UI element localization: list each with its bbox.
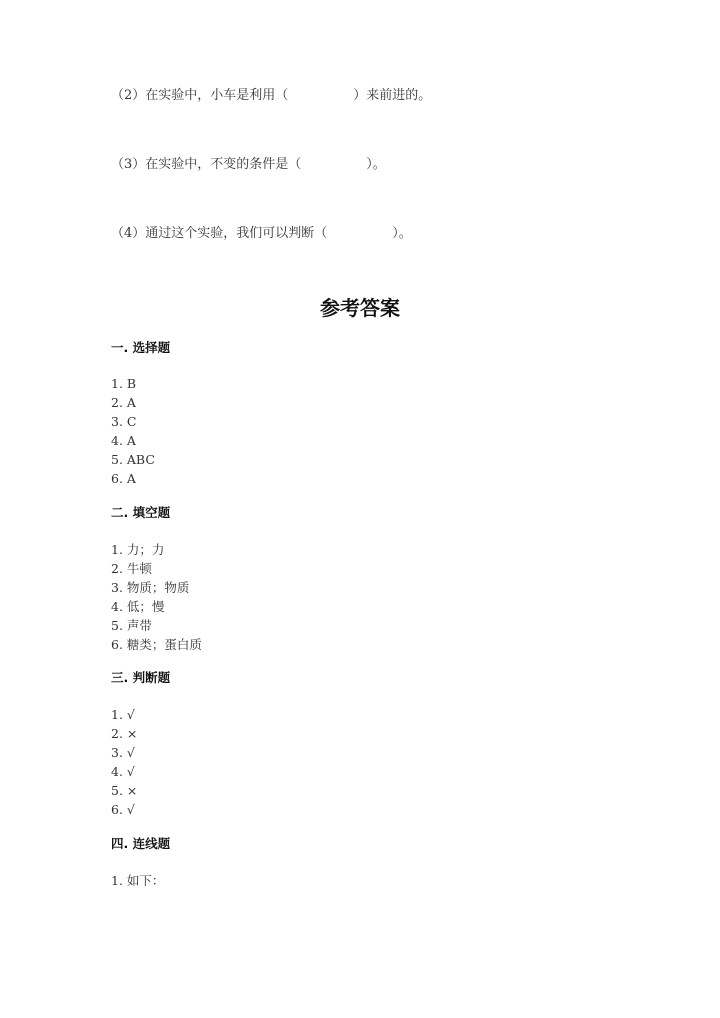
section-heading-matching: 四. 连线题 <box>111 836 171 851</box>
answer-list-choice <box>111 374 155 488</box>
list-item: 5. × <box>111 783 138 798</box>
list-item: 6. 糖类；蛋白质 <box>111 637 202 652</box>
answer-list-judge <box>111 705 137 819</box>
section-heading-judge: 三. 判断题 <box>111 670 171 685</box>
list-item: 3. C <box>111 414 137 429</box>
list-item: 5. ABC <box>111 452 155 467</box>
list-item: 4. 低；慢 <box>111 599 165 614</box>
answer-title: 参考答案 <box>320 296 400 320</box>
list-item: 1. √ <box>111 707 135 722</box>
list-item: 2. A <box>111 395 136 410</box>
list-item: 4. √ <box>111 764 135 779</box>
section-heading-choice: 一. 选择题 <box>111 340 171 355</box>
question-4: （4）通过这个实验，我们可以判断（ ）。 <box>111 226 412 241</box>
list-item: 6. √ <box>111 802 135 817</box>
question-2: （2）在实验中，小车是利用（ ）来前进的。 <box>111 88 432 103</box>
list-item: 6. A <box>111 471 136 486</box>
list-item: 1. 如下： <box>111 873 165 888</box>
answer-list-matching <box>111 871 164 890</box>
list-item: 1. B <box>111 376 137 391</box>
list-item: 3. √ <box>111 745 135 760</box>
list-item: 4. A <box>111 433 136 448</box>
section-heading-fill: 二. 填空题 <box>111 505 171 520</box>
answer-list-fill <box>111 540 202 654</box>
list-item: 3. 物质；物质 <box>111 580 190 595</box>
list-item: 5. 声带 <box>111 618 152 633</box>
list-item: 1. 力；力 <box>111 542 165 557</box>
list-item: 2. 牛顿 <box>111 561 152 576</box>
list-item: 2. × <box>111 726 138 741</box>
question-3: （3）在实验中，不变的条件是（ ）。 <box>111 157 386 172</box>
